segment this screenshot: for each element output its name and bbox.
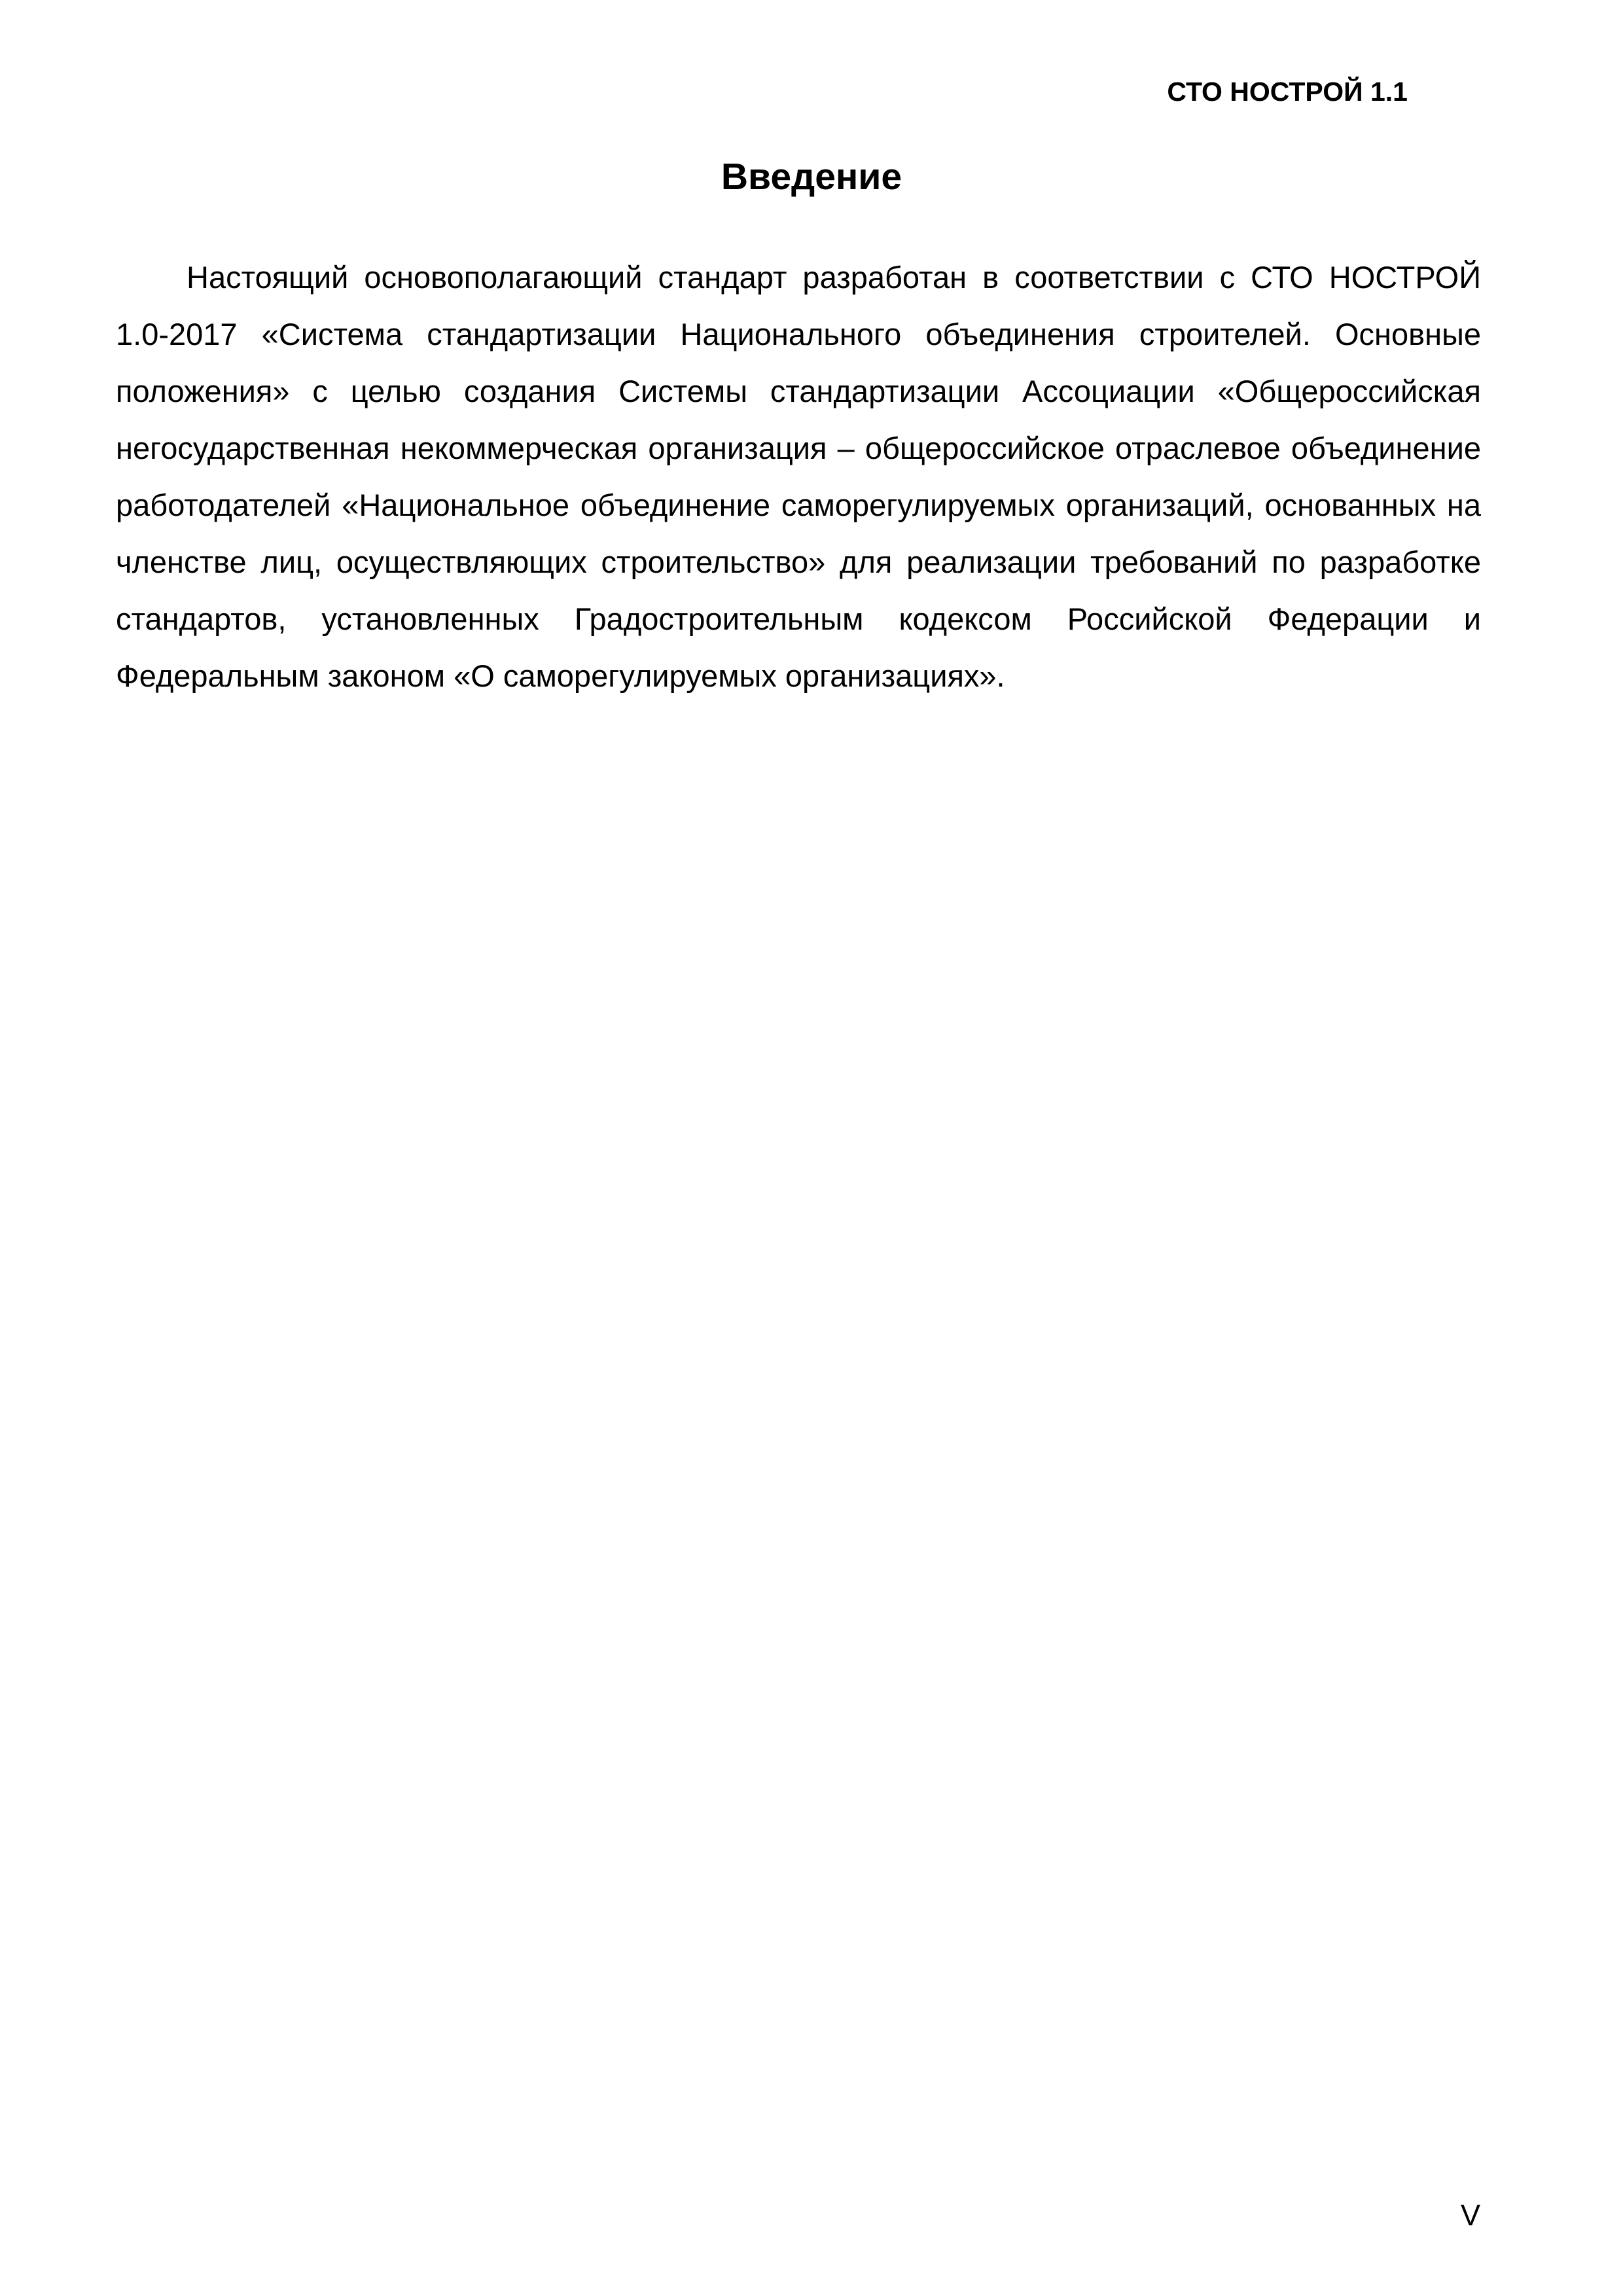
page-number: V [1460, 2198, 1480, 2232]
page-title: Введение [721, 156, 902, 198]
document-code: СТО НОСТРОЙ 1.1 [1167, 77, 1408, 107]
intro-paragraph: Настоящий основополагающий стандарт разработан в соответствии с СТО НОСТРОЙ 1.0-2017 «Система стандартизации Национального объединения строителей. Основные положения» с целью создания Системы стандартизации Ассоциации «Общероссийская негосударственная некоммерческая организация – общероссийское отраслевое объединение работодателей «Национальное объединение саморегулируемых организаций, основанных на членстве лиц, осуществляющих строительство» для реализации требований по разработке стандартов, установленных Градостроительным кодексом Российской Федерации и Федеральным законом «О саморегулируемых организациях». [116, 260, 1481, 693]
